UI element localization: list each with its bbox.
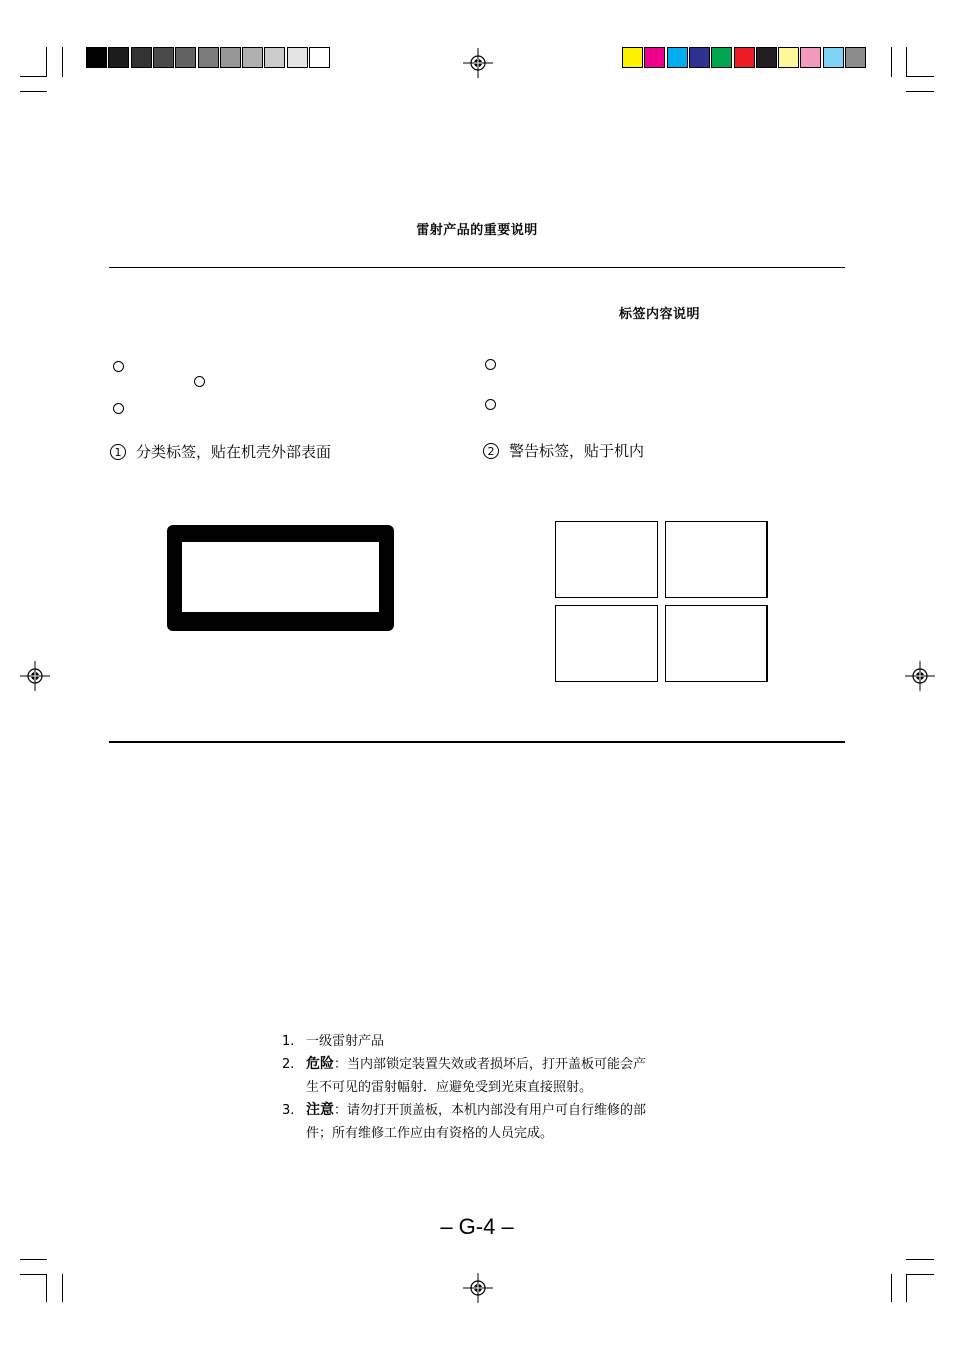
color-swatch — [153, 47, 174, 68]
color-swatch — [309, 47, 330, 68]
circle-marker — [485, 399, 496, 410]
color-swatch — [689, 47, 710, 68]
color-swatch — [264, 47, 285, 68]
label-2-caption — [483, 440, 644, 461]
registration-mark-left-icon — [20, 661, 50, 691]
color-swatch — [644, 47, 665, 68]
warning-label-box — [555, 605, 658, 682]
note-line: 3. 注意：请勿打开顶盖板，本机内部没有用户可自行维修的部 — [282, 1102, 647, 1118]
color-swatch — [131, 47, 152, 68]
color-swatch — [778, 47, 799, 68]
registration-mark-right-icon — [905, 661, 935, 691]
color-swatch — [622, 47, 643, 68]
label-1-text: 分类标签，贴在机壳外部表面 — [136, 443, 332, 461]
registration-mark-top-icon — [463, 48, 493, 78]
color-swatch — [220, 47, 241, 68]
danger-label: 危险 — [306, 1056, 334, 1072]
color-swatch — [198, 47, 219, 68]
color-swatch — [242, 47, 263, 68]
notes-list — [282, 1030, 646, 1145]
page-title: 雷射产品的重要说明 — [416, 223, 538, 238]
registration-mark-bottom-icon — [463, 1273, 493, 1303]
bottom-divider — [109, 741, 845, 743]
color-swatch — [845, 47, 866, 68]
color-swatch — [823, 47, 844, 68]
label-2-text: 警告标签，贴于机内 — [509, 442, 645, 460]
note-line: 生不可见的雷射幅射．应避免受到光束直接照射。 — [306, 1080, 593, 1095]
number-circle: 2 — [483, 443, 499, 459]
note-line: 1. 一级雷射产品 — [282, 1034, 385, 1049]
circle-marker — [194, 376, 205, 387]
note-line: 件；所有维修工作应由有资格的人员完成。 — [306, 1126, 554, 1141]
color-swatch — [800, 47, 821, 68]
color-swatch — [175, 47, 196, 68]
warning-label-box — [665, 521, 768, 598]
color-swatch — [86, 47, 107, 68]
color-swatch — [287, 47, 308, 68]
color-swatch — [711, 47, 732, 68]
classification-label-frame — [167, 525, 394, 631]
color-swatch — [667, 47, 688, 68]
warning-label-box — [665, 605, 768, 682]
circle-marker — [485, 359, 496, 370]
color-swatch — [734, 47, 755, 68]
top-divider — [109, 267, 845, 268]
warning-label-box — [555, 521, 658, 598]
circle-marker — [113, 403, 124, 414]
color-swatch — [756, 47, 777, 68]
caution-label: 注意 — [306, 1102, 334, 1118]
number-circle: 1 — [110, 444, 126, 460]
page-number: – G-4 – — [440, 1214, 514, 1239]
color-swatch — [108, 47, 129, 68]
label-1-caption — [110, 441, 331, 462]
note-line: 2. 危险：当内部锁定装置失效或者损坏后，打开盖板可能会产 — [282, 1056, 647, 1072]
label-content-heading: 标签内容说明 — [619, 307, 701, 322]
circle-marker — [113, 361, 124, 372]
classification-label-blank — [182, 542, 379, 612]
